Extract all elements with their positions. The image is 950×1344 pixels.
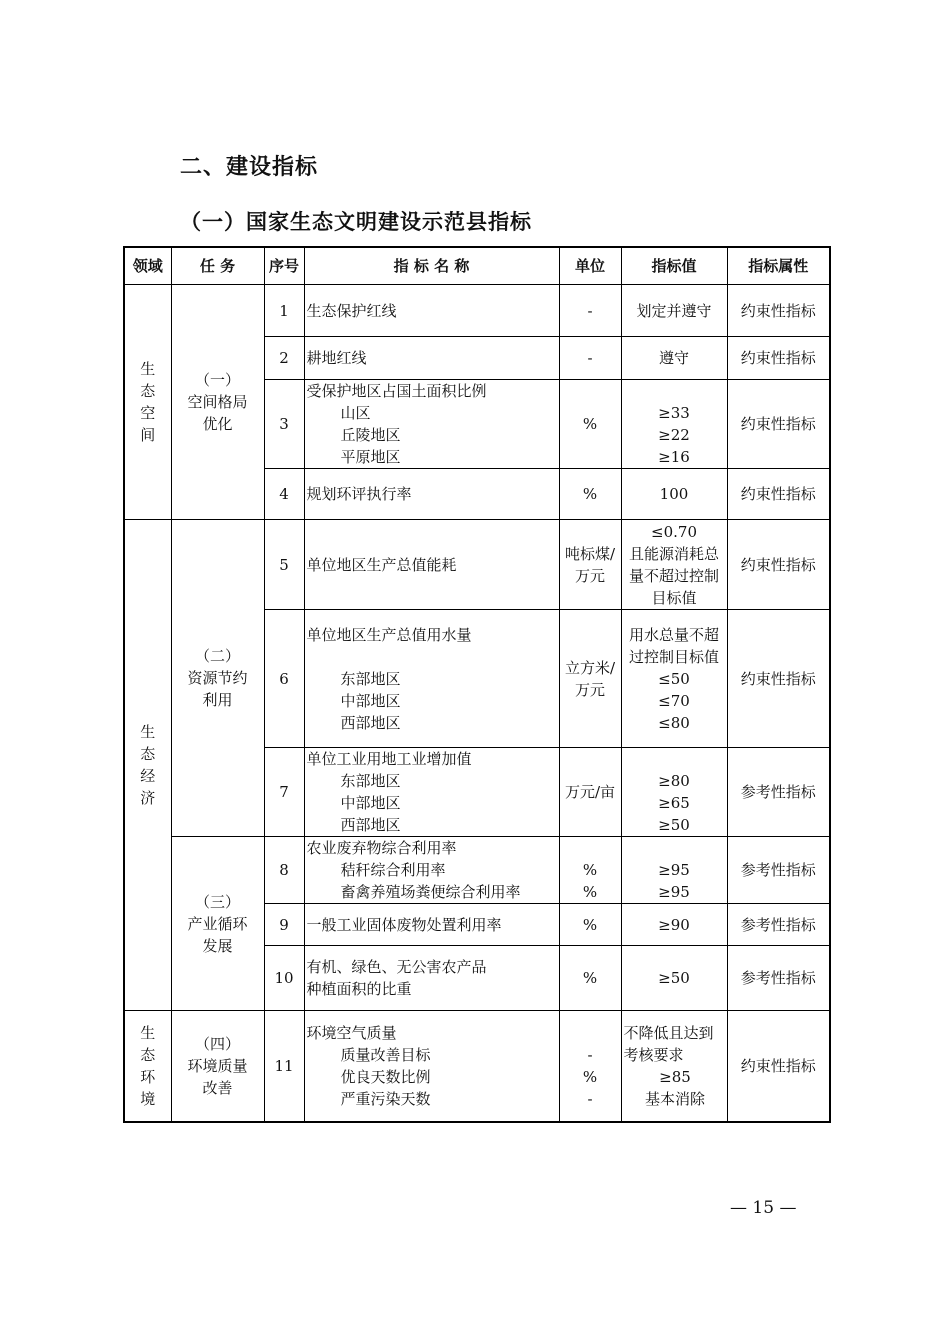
row-no: 1 xyxy=(264,285,304,337)
row-attr: 参考性指标 xyxy=(727,946,830,1011)
row-unit: % xyxy=(559,946,621,1011)
table-row xyxy=(124,837,830,904)
row-unit: % xyxy=(559,469,621,520)
header-domain: 领域 xyxy=(124,247,171,285)
row-no: 4 xyxy=(264,469,304,520)
section-title: 二、建设指标 xyxy=(180,155,319,180)
indicator-table xyxy=(123,246,831,1123)
row-value: ≥50 xyxy=(621,946,727,1011)
row-attr: 约束性指标 xyxy=(727,380,830,469)
subsection-title: （一）国家生态文明建设示范县指标 xyxy=(180,209,532,234)
row-no: 2 xyxy=(264,337,304,380)
row-attr: 约束性指标 xyxy=(727,469,830,520)
row-unit: 立方米/ 万元 xyxy=(559,610,621,748)
row-value: 100 xyxy=(621,469,727,520)
row-unit: % xyxy=(559,904,621,946)
row-unit: % xyxy=(559,380,621,469)
table-row xyxy=(124,520,830,610)
header-no: 序号 xyxy=(264,247,304,285)
row-no: 5 xyxy=(264,520,304,610)
row-unit: - xyxy=(559,337,621,380)
row-value: ≤0.70 且能源消耗总 量不超过控制 目标值 xyxy=(621,520,727,610)
row-attr: 参考性指标 xyxy=(727,904,830,946)
row-name: 有机、绿色、无公害农产品 种植面积的比重 xyxy=(304,946,559,1011)
row-attr: 参考性指标 xyxy=(727,837,830,904)
row-no: 7 xyxy=(264,748,304,837)
row-attr: 约束性指标 xyxy=(727,285,830,337)
row-no: 9 xyxy=(264,904,304,946)
header-unit: 单位 xyxy=(559,247,621,285)
row-no: 10 xyxy=(264,946,304,1011)
task-1: （一） 空间格局 优化 xyxy=(171,285,264,520)
row-unit: % % xyxy=(559,837,621,904)
row-unit: 吨标煤/ 万元 xyxy=(559,520,621,610)
row-attr: 约束性指标 xyxy=(727,610,830,748)
row-name: 环境空气质量 质量改善目标 优良天数比例 严重污染天数 xyxy=(304,1011,559,1122)
table-row xyxy=(124,1011,830,1122)
row-name: 农业废弃物综合利用率 秸秆综合利用率 畜禽养殖场粪便综合利用率 xyxy=(304,837,559,904)
row-name: 规划环评执行率 xyxy=(304,469,559,520)
row-name: 耕地红线 xyxy=(304,337,559,380)
row-attr: 约束性指标 xyxy=(727,520,830,610)
row-name: 单位地区生产总值能耗 xyxy=(304,520,559,610)
row-name: 生态保护红线 xyxy=(304,285,559,337)
table-header-row xyxy=(124,247,830,285)
row-no: 6 xyxy=(264,610,304,748)
row-attr: 约束性指标 xyxy=(727,337,830,380)
row-no: 3 xyxy=(264,380,304,469)
row-value: 用水总量不超 过控制目标值 ≤50 ≤70 ≤80 xyxy=(621,610,727,748)
domain-environment: 生 态 环 境 xyxy=(124,1011,171,1122)
row-no: 8 xyxy=(264,837,304,904)
task-4: （四） 环境质量 改善 xyxy=(171,1011,264,1122)
row-value: 划定并遵守 xyxy=(621,285,727,337)
header-task: 任 务 xyxy=(171,247,264,285)
row-value: 遵守 xyxy=(621,337,727,380)
domain-economy: 生 态 经 济 xyxy=(124,520,171,1011)
header-attr: 指标属性 xyxy=(727,247,830,285)
row-value: ≥90 xyxy=(621,904,727,946)
header-value: 指标值 xyxy=(621,247,727,285)
domain-space: 生 态 空 间 xyxy=(124,285,171,520)
row-value: ≥95 ≥95 xyxy=(621,837,727,904)
header-name: 指 标 名 称 xyxy=(304,247,559,285)
table-row xyxy=(124,285,830,337)
row-value: 不降低且达到 考核要求 ≥85 基本消除 xyxy=(621,1011,727,1122)
row-name: 单位工业用地工业增加值 东部地区 中部地区 西部地区 xyxy=(304,748,559,837)
row-unit: - xyxy=(559,285,621,337)
row-name: 单位地区生产总值用水量 东部地区 中部地区 西部地区 xyxy=(304,610,559,748)
row-name: 受保护地区占国土面积比例 山区 丘陵地区 平原地区 xyxy=(304,380,559,469)
row-no: 11 xyxy=(264,1011,304,1122)
row-value: ≥80 ≥65 ≥50 xyxy=(621,748,727,837)
task-2: （二） 资源节约 利用 xyxy=(171,520,264,837)
page-number: — 15 — xyxy=(730,1198,797,1218)
task-3: （三） 产业循环 发展 xyxy=(171,837,264,1011)
row-unit: 万元/亩 xyxy=(559,748,621,837)
row-value: ≥33 ≥22 ≥16 xyxy=(621,380,727,469)
row-attr: 约束性指标 xyxy=(727,1011,830,1122)
row-name: 一般工业固体废物处置利用率 xyxy=(304,904,559,946)
row-attr: 参考性指标 xyxy=(727,748,830,837)
row-unit: - % - xyxy=(559,1011,621,1122)
